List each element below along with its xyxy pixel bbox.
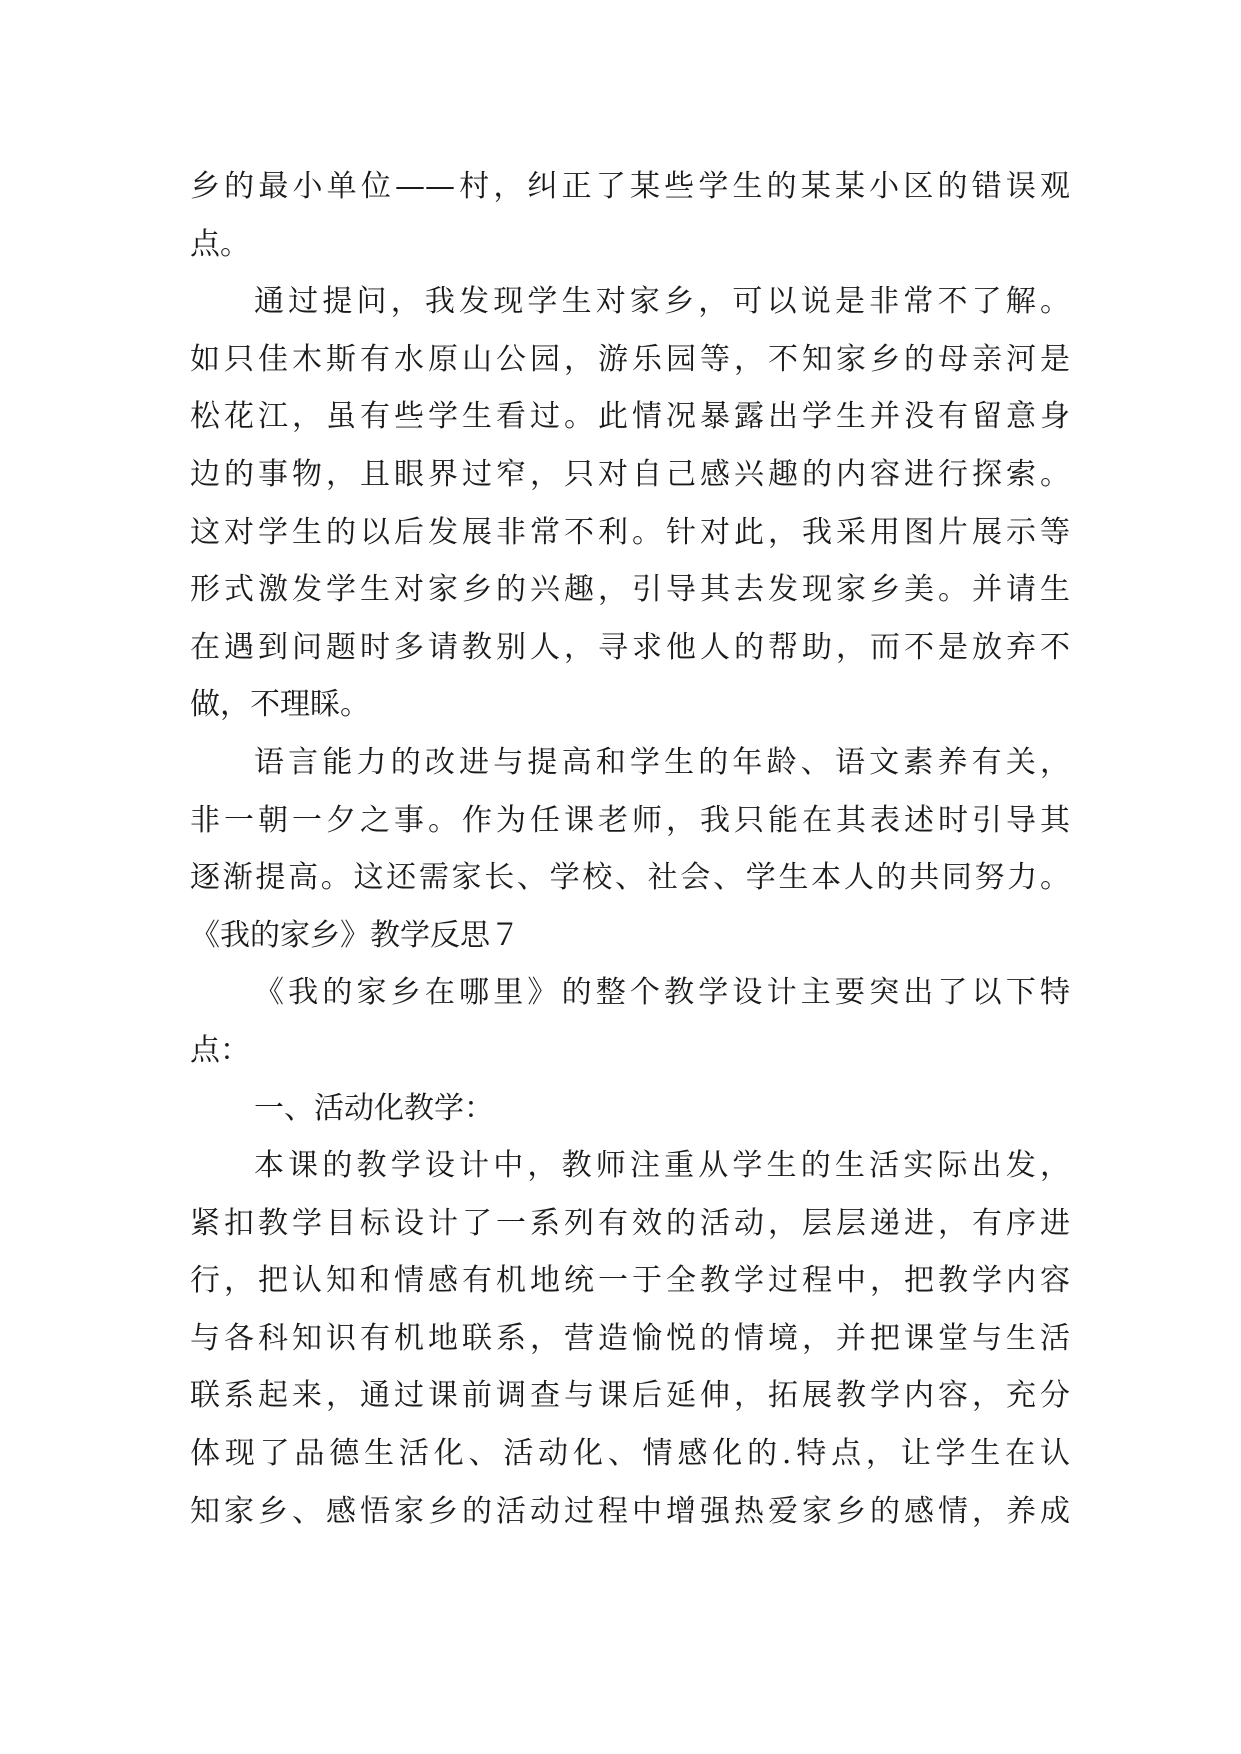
section-title: 《我的家乡》教学反思７ bbox=[190, 917, 520, 953]
paragraph-start-line: 本课的教学设计中，教师注重从学生的生活实际出发， bbox=[254, 1148, 1070, 1184]
text-line: 知家乡、感悟家乡的活动过程中增强热爱家乡的感情，养成 bbox=[190, 1493, 1070, 1529]
paragraph-start-line: 语言能力的改进与提高和学生的年龄、语文素养有关， bbox=[254, 744, 1070, 780]
text-line: 非一朝一夕之事。作为任课老师，我只能在其表述时引导其 bbox=[190, 802, 1070, 838]
text-line: 体现了品德生活化、活动化、情感化的.特点，让学生在认 bbox=[190, 1436, 1070, 1472]
text-line: 形式激发学生对家乡的兴趣，引导其去发现家乡美。并请生 bbox=[190, 572, 1070, 608]
text-line: 如只佳木斯有水原山公园，游乐园等，不知家乡的母亲河是 bbox=[190, 341, 1070, 377]
text-line: 做，不理睬。 bbox=[190, 687, 370, 723]
text-line: 这对学生的以后发展非常不利。针对此，我采用图片展示等 bbox=[190, 514, 1070, 550]
document-body bbox=[190, 158, 1070, 1540]
text-line: 松花江，虽有些学生看过。此情况暴露出学生并没有留意身 bbox=[190, 399, 1070, 435]
text-line: 边的事物，且眼界过窄，只对自己感兴趣的内容进行探索。 bbox=[190, 456, 1070, 492]
text-line: 乡的最小单位——村，纠正了某些学生的某某小区的错误观 bbox=[190, 169, 1070, 204]
paragraph-start-line: 通过提问，我发现学生对家乡，可以说是非常不了解。 bbox=[254, 284, 1070, 320]
text-line: 行，把认知和情感有机地统一于全教学过程中，把教学内容 bbox=[190, 1263, 1070, 1299]
text-line: 紧扣教学目标设计了一系列有效的活动，层层递进，有序进 bbox=[190, 1205, 1070, 1241]
subsection-heading: 一、活动化教学： bbox=[254, 1090, 494, 1126]
paragraph-start-line: 《我的家乡在哪里》的整个教学设计主要突出了以下特 bbox=[254, 975, 1070, 1011]
text-line: 逐渐提高。这还需家长、学校、社会、学生本人的共同努力。 bbox=[190, 860, 1070, 896]
text-line: 与各科知识有机地联系，营造愉悦的情境，并把课堂与生活 bbox=[190, 1320, 1070, 1356]
text-line: 点。 bbox=[190, 226, 250, 262]
text-line: 联系起来，通过课前调查与课后延伸，拓展教学内容，充分 bbox=[190, 1378, 1070, 1414]
text-line: 点： bbox=[190, 1032, 250, 1068]
text-line: 在遇到问题时多请教别人，寻求他人的帮助，而不是放弃不 bbox=[190, 629, 1070, 665]
